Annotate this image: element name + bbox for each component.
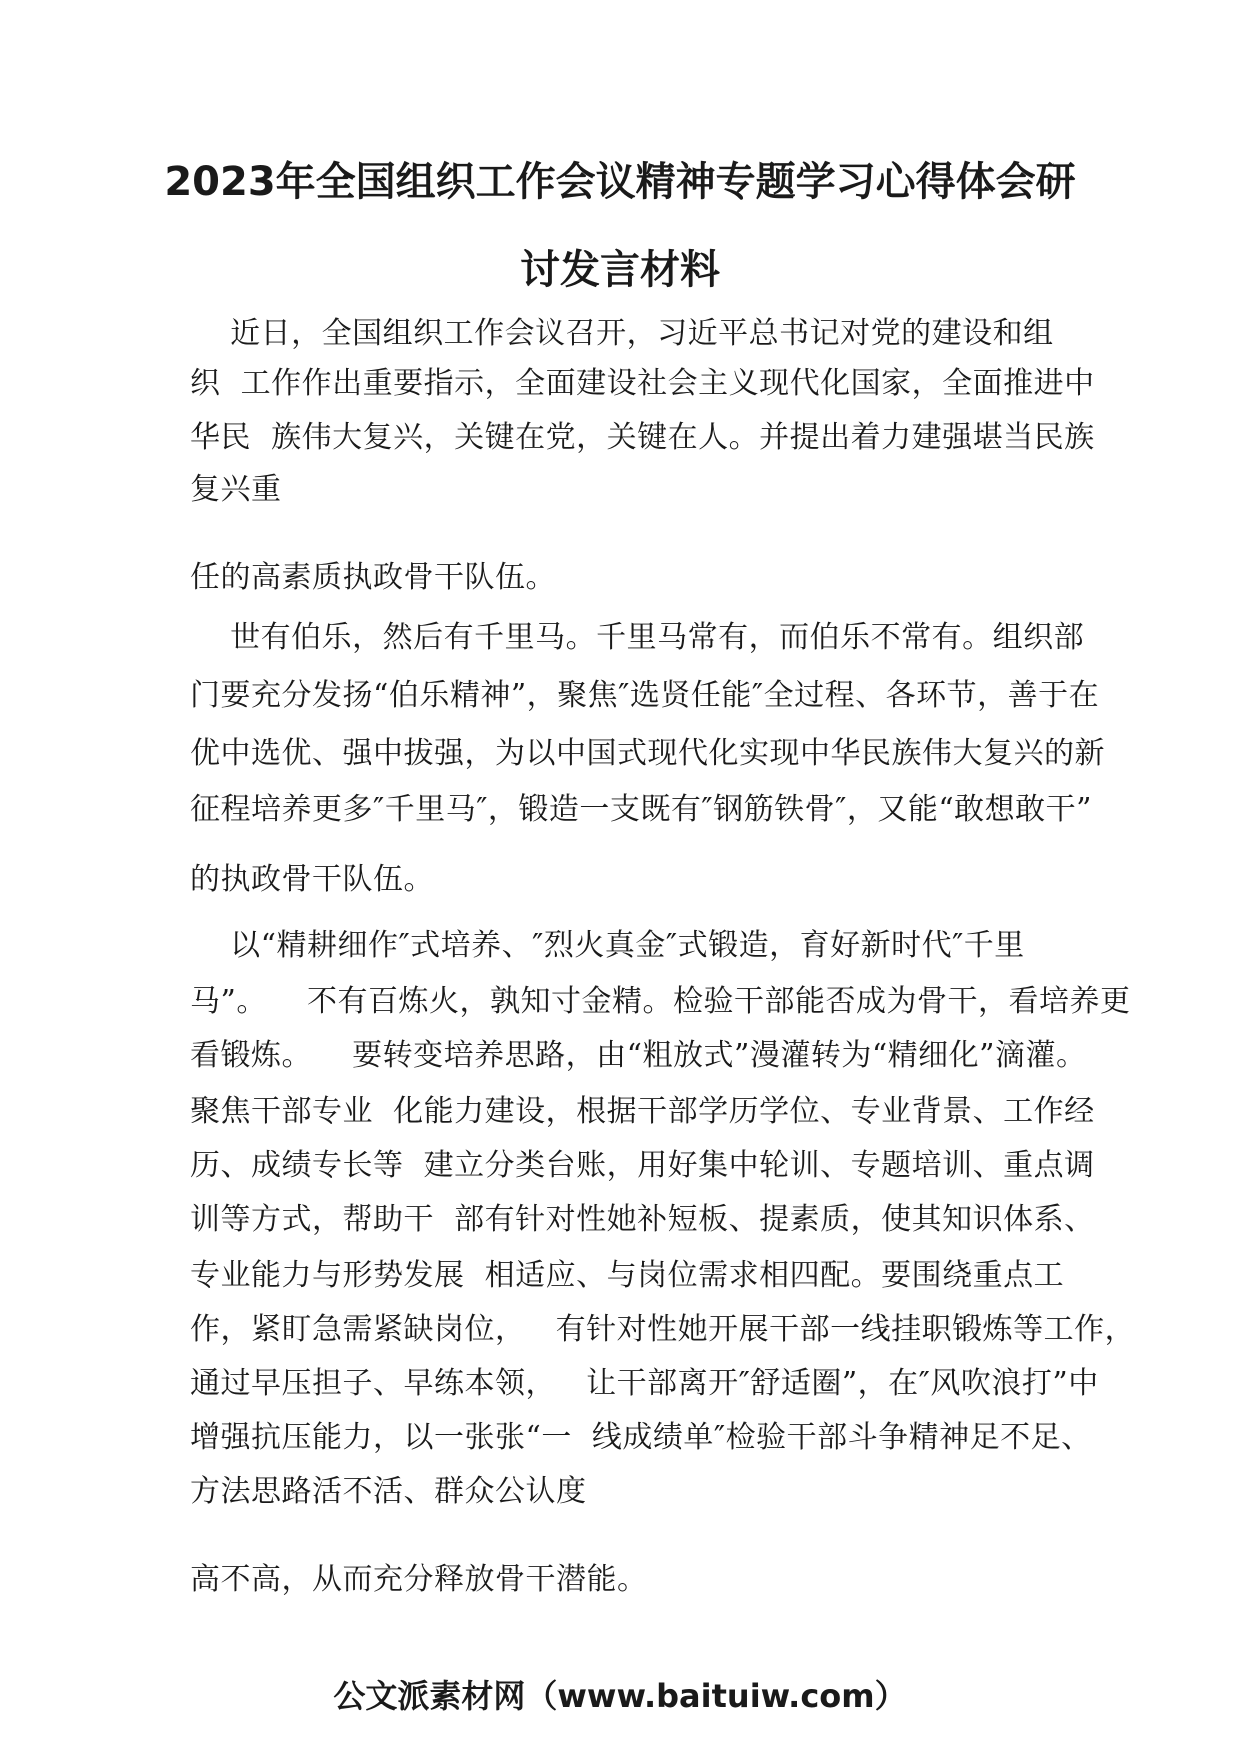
body-line: 聚焦干部专业 化能力建设，根据干部学历学位、专业背景、工作经 bbox=[190, 1094, 1095, 1129]
body-line: 任的高素质执政骨干队伍。 bbox=[190, 560, 556, 595]
body-line: 门要充分发扬“伯乐精神”，聚焦″选贤任能″全过程、各环节，善于在 bbox=[190, 678, 1100, 713]
body-line: 的执政骨干队伍。 bbox=[190, 862, 434, 897]
body-line: 马”。 不有百炼火，孰知寸金精。检验干部能否成为骨干，看培养更 bbox=[190, 984, 1131, 1019]
footer-source-link[interactable]: 公文派素材网（www.baituiw.com） bbox=[333, 1677, 907, 1715]
body-line: 近日，全国组织工作会议召开，习近平总书记对党的建设和组 bbox=[190, 316, 1054, 351]
body-line: 征程培养更多″千里马″，锻造一支既有″钢筋铁骨″，又能“敢想敢干” bbox=[190, 792, 1092, 827]
body-line: 作，紧盯急需紧缺岗位， 有针对性她开展干部一线挂职锻炼等工作， bbox=[190, 1312, 1136, 1347]
body-line: 以“精耕细作″式培养、″烈火真金″式锻造，育好新时代″千里 bbox=[190, 928, 1025, 963]
body-line: 高不高，从而充分释放骨干潜能。 bbox=[190, 1562, 648, 1597]
body-line: 复兴重 bbox=[190, 472, 282, 507]
body-line: 通过早压担子、早练本领， 让干部离开″舒适圈”，在″风吹浪打”中 bbox=[190, 1366, 1099, 1401]
body-line: 方法思路活不活、群众公认度 bbox=[190, 1474, 587, 1509]
body-line: 优中选优、强中拔强，为以中国式现代化实现中华民族伟大复兴的新 bbox=[190, 736, 1105, 771]
body-line: 世有伯乐，然后有千里马。千里马常有，而伯乐不常有。组织部 bbox=[190, 620, 1085, 655]
document-title-line-1: 2023年全国组织工作会议精神专题学习心得体会研 bbox=[164, 159, 1076, 205]
body-line: 历、成绩专长等 建立分类台账，用好集中轮训、专题培训、重点调 bbox=[190, 1148, 1095, 1183]
body-line: 织 工作作出重要指示，全面建设社会主义现代化国家，全面推进中 bbox=[190, 366, 1095, 401]
body-line: 华民 族伟大复兴，关键在党，关键在人。并提出着力建强堪当民族 bbox=[190, 420, 1095, 455]
body-line: 训等方式，帮助干 部有针对性她补短板、提素质，使其知识体系、 bbox=[190, 1202, 1095, 1237]
document-title-line-2: 讨发言材料 bbox=[520, 247, 720, 293]
body-line: 看锻炼。 要转变培养思路，由“粗放式”漫灌转为“精细化”滴灌。 bbox=[190, 1038, 1087, 1073]
body-line: 专业能力与形势发展 相适应、与岗位需求相四配。要围绕重点工 bbox=[190, 1258, 1065, 1293]
body-line: 增强抗压能力，以一张张“一 线成绩单″检验干部斗争精神足不足、 bbox=[190, 1420, 1092, 1455]
